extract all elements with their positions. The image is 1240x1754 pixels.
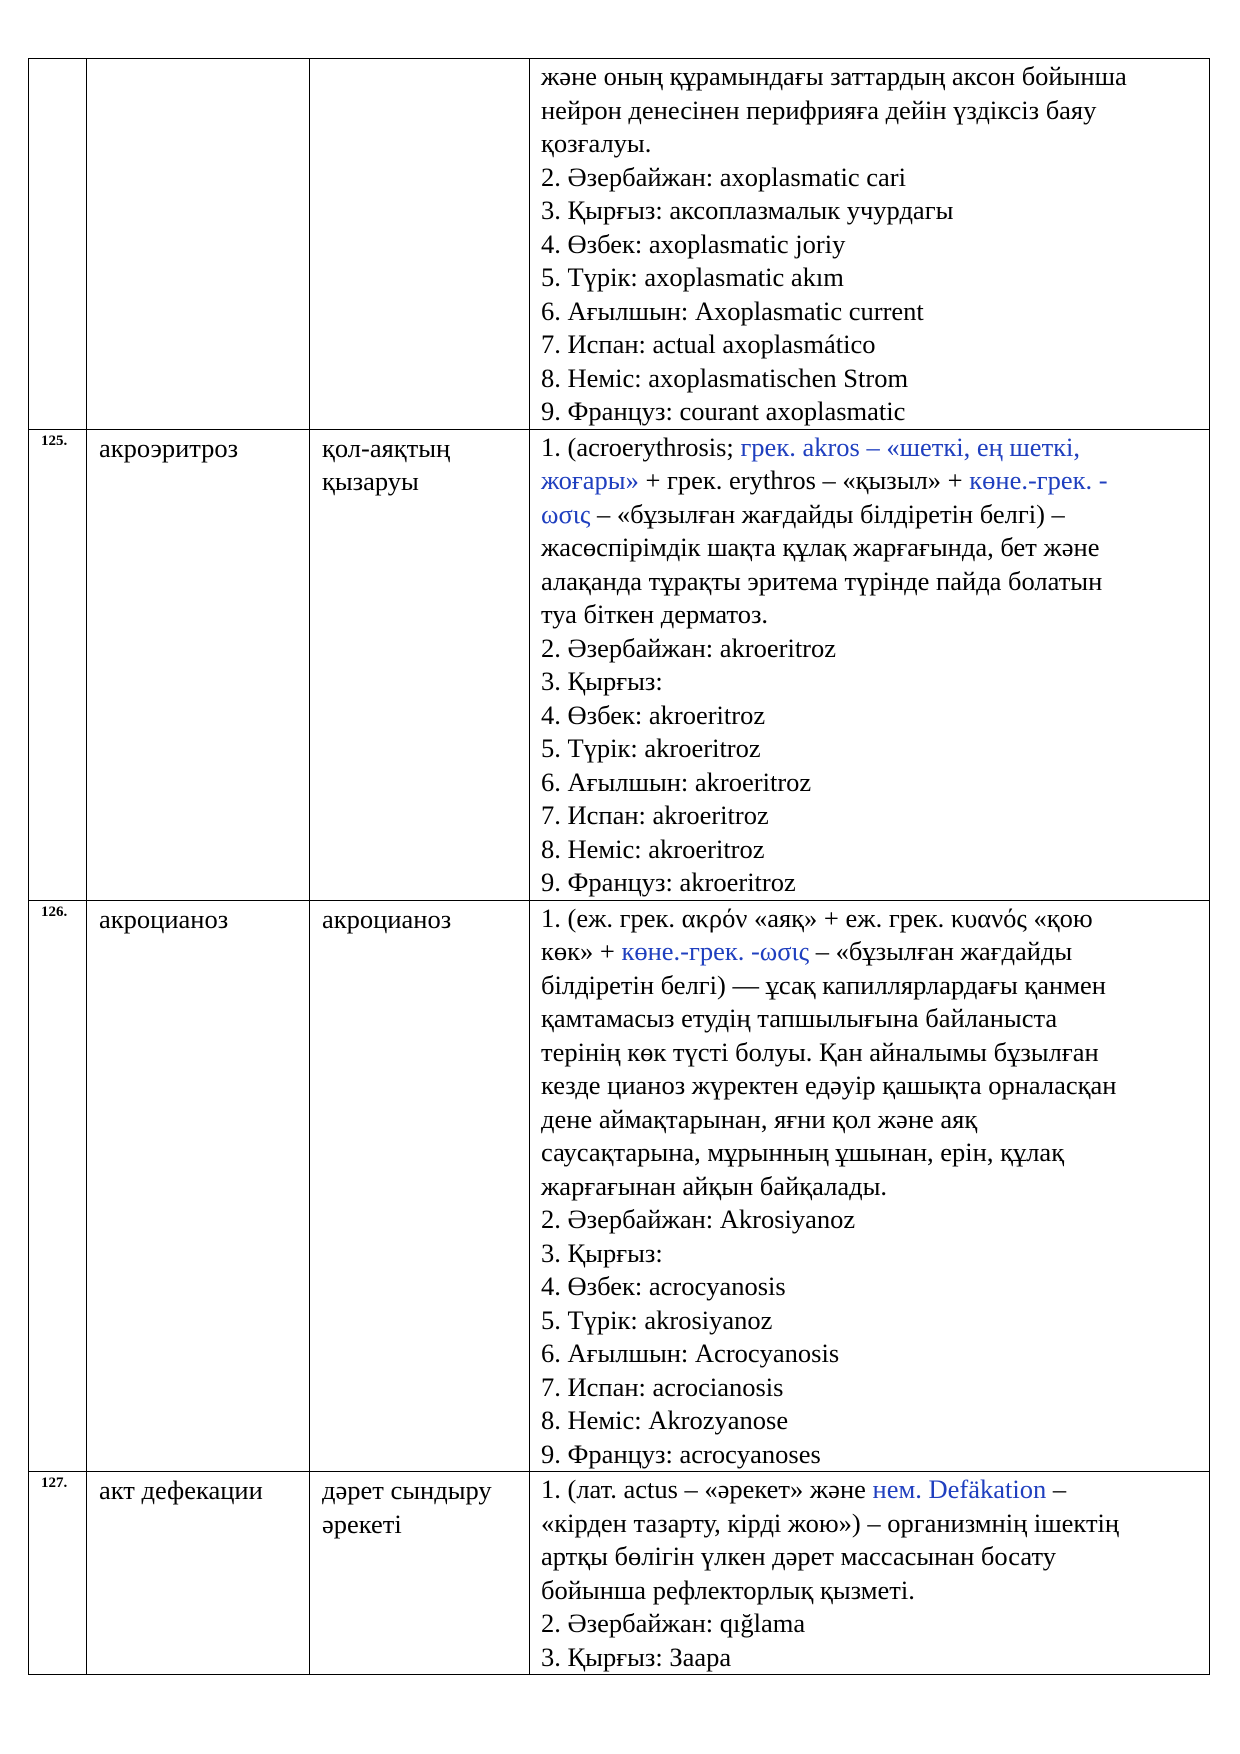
translation-line: 8. Неміс: Akrozyanose <box>541 1405 789 1435</box>
table-row <box>29 1472 1210 1675</box>
definition-line <box>541 431 1203 465</box>
kazakh-term <box>310 900 530 1472</box>
kazakh-term-line: әрекеті <box>322 1508 402 1539</box>
translation-line: 3. Қырғыз: <box>541 1237 663 1268</box>
table-row <box>29 429 1210 900</box>
russian-term: акт дефекации <box>87 1472 310 1675</box>
etymology-link-text: көне.-грек. - <box>969 465 1108 495</box>
translation-line: 2. Әзербайжан: axoplasmatic cari <box>541 161 906 192</box>
kazakh-term <box>310 59 530 430</box>
definition-line: артқы бөлігін үлкен дәрет массасынан босату <box>541 1541 1056 1571</box>
translation-line: 7. Испан: akroeritroz <box>541 800 769 830</box>
definition-line: терінің көк түсті болуы. Қан айналымы бұзылған <box>541 1036 1099 1067</box>
definition-line: дене аймақтарынан, яғни қол және аяқ <box>541 1103 978 1134</box>
translation-line: 3. Қырғыз: аксоплазмалык учурдагы <box>541 195 954 225</box>
translation-line: 9. Француз: courant axoplasmatic <box>541 396 906 426</box>
definition-line: бойынша рефлекторлық қызметі. <box>541 1574 915 1605</box>
translation-line: 9. Француз: acrocyanoses <box>541 1438 821 1469</box>
definition-line: 1. (еж. грек. ακρόν «аяқ» + еж. грек. κυανός «қою <box>541 902 1093 933</box>
etymology-link-text: ωσις <box>541 498 591 529</box>
definition-line: жасөспірімдік шақта құлақ жарғағында, бет және <box>541 532 1100 562</box>
translation-line: 2. Әзербайжан: akroeritroz <box>541 632 837 663</box>
translation-line: 5. Түрік: akrosiyanoz <box>541 1304 773 1335</box>
russian-term: акроэритроз <box>87 429 310 900</box>
definition-line <box>541 1473 1203 1507</box>
definition-line: білдіретін белгі) — ұсақ капиллярлардағы қанмен <box>541 969 1106 1000</box>
definition-line: нейрон денесінен перифрияға дейін үздіксіз баяу <box>541 94 1097 125</box>
table-row <box>29 59 1210 430</box>
definition-line: кезде цианоз жүректен едәуір қашықта орналасқан <box>541 1070 1117 1100</box>
entry-number: 127. <box>29 1472 87 1675</box>
translation-line: 4. Өзбек: acrocyanosis <box>541 1271 786 1301</box>
translation-line: 5. Түрік: axoplasmatic akım <box>541 262 844 292</box>
entry-number: 125. <box>29 429 87 900</box>
definition-cell <box>530 900 1210 1472</box>
etymology-link-text: көне.-грек. -ωσις <box>621 936 810 966</box>
kazakh-term-line: дәрет сындыру <box>322 1475 492 1505</box>
definition-text: – «бұзылған жағдайды <box>809 936 1073 966</box>
translation-line: 5. Түрік: akroeritroz <box>541 733 761 763</box>
definition-text: + грек. erythros – «қызыл» + <box>638 465 970 495</box>
definition-text: 1. (лат. actus – «әрекет» және <box>541 1474 873 1504</box>
kazakh-term-line: акроцианоз <box>322 903 452 934</box>
definition-text: 1. (acroerythrosis; <box>541 431 741 462</box>
definition-text: көк» + <box>541 936 622 966</box>
definition-line: қозғалуы. <box>541 128 652 158</box>
etymology-link-text: грек. akros – «шеткі, ең шеткі, <box>740 431 1081 462</box>
entry-number: 126. <box>29 900 87 1472</box>
translation-line: 6. Ағылшын: akroeritroz <box>541 766 812 797</box>
definition-line: қамтамасыз етудің тапшылығына байланыста <box>541 1003 1058 1033</box>
definition-cell <box>530 59 1210 430</box>
translation-line: 7. Испан: acrocianosis <box>541 1371 784 1402</box>
definition-line: алақанда тұрақты эритема түрінде пайда болатын <box>541 565 1103 596</box>
definition-line <box>541 935 1203 969</box>
definition-cell <box>530 1472 1210 1675</box>
definition-text: – <box>1046 1474 1067 1504</box>
definition-line: саусақтарына, мұрынның ұшынан, ерін, құлақ <box>541 1137 1065 1167</box>
etymology-link-text: нем. Defäkation <box>872 1474 1047 1504</box>
translation-line: 3. Қырғыз: Заара <box>541 1641 732 1672</box>
definition-cell <box>530 429 1210 900</box>
translation-line: 3. Қырғыз: <box>541 666 663 696</box>
dictionary-table <box>28 58 1210 1675</box>
translation-line: 8. Неміс: akroeritroz <box>541 833 765 864</box>
kazakh-term-line: қызаруы <box>322 466 419 496</box>
translation-line: 9. Француз: akroeritroz <box>541 867 796 897</box>
translation-line: 2. Әзербайжан: Akrosiyanoz <box>541 1204 856 1234</box>
translation-line: 6. Ағылшын: Axoplasmatic current <box>541 295 924 326</box>
definition-line: «кірден тазарту, кірді жою») – организмнің ішектің <box>541 1507 1120 1538</box>
russian-term: акроцианоз <box>87 900 310 1472</box>
kazakh-term <box>310 429 530 900</box>
translation-line: 7. Испан: actual axoplasmático <box>541 329 876 359</box>
kazakh-term <box>310 1472 530 1675</box>
translation-line: 4. Өзбек: akroeritroz <box>541 699 766 730</box>
definition-line: туа біткен дерматоз. <box>541 599 769 629</box>
definition-text: – «бұзылған жағдайды білдіретін белгі) – <box>590 498 1065 529</box>
translation-line: 8. Неміс: axoplasmatischen Strom <box>541 362 909 393</box>
russian-term <box>87 59 310 430</box>
definition-line: жарғағынан айқын байқалады. <box>541 1170 888 1201</box>
kazakh-term-line: қол-аяқтың <box>322 432 451 463</box>
definition-line <box>541 464 1203 498</box>
etymology-link-text: жоғары» <box>541 465 639 495</box>
translation-line: 4. Өзбек: axoplasmatic joriy <box>541 228 846 259</box>
definition-line: және оның құрамындағы заттардың аксон бойынша <box>541 61 1127 91</box>
definition-line <box>541 498 1203 532</box>
entry-number <box>29 59 87 430</box>
translation-line: 2. Әзербайжан: qığlama <box>541 1608 806 1638</box>
translation-line: 6. Ағылшын: Acrocyanosis <box>541 1338 840 1368</box>
table-row <box>29 900 1210 1472</box>
